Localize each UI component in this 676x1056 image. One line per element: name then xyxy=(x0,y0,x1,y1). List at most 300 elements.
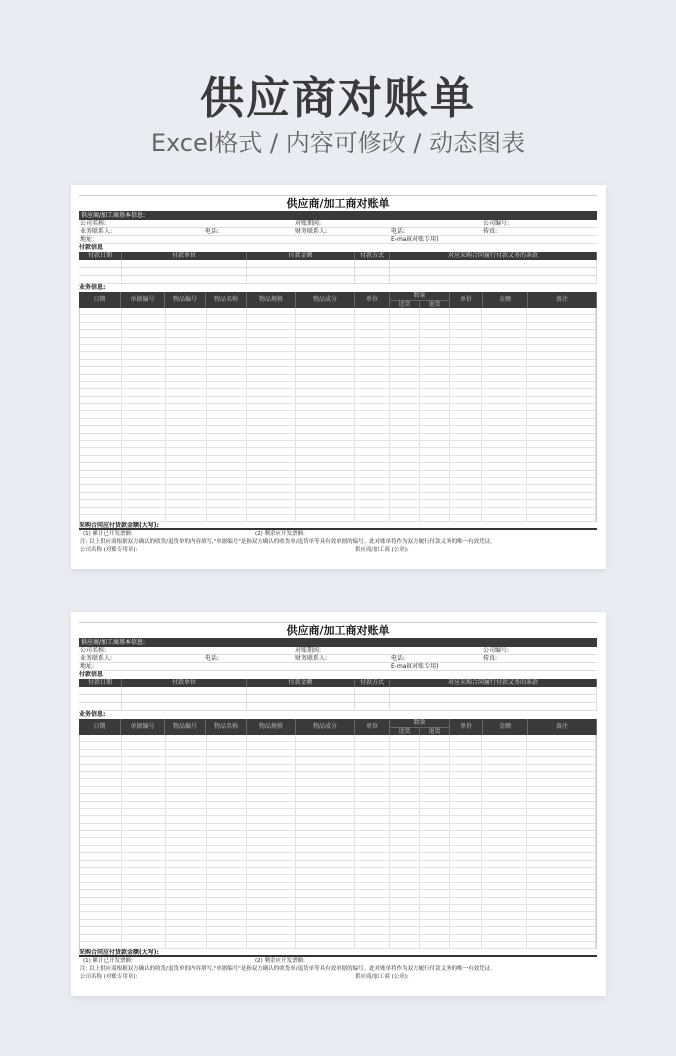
table-row xyxy=(80,750,596,757)
info-row-2 xyxy=(79,655,597,663)
table-cell xyxy=(207,485,248,491)
fax-label: 传真: xyxy=(483,655,498,662)
table-cell xyxy=(166,315,207,321)
table-cell xyxy=(450,809,483,815)
table-cell xyxy=(207,397,248,403)
table-row xyxy=(80,890,596,897)
table-cell xyxy=(296,742,355,748)
table-row xyxy=(80,367,596,374)
table-cell xyxy=(527,824,596,830)
table-cell xyxy=(247,735,296,741)
table-cell xyxy=(207,323,248,329)
table-cell xyxy=(122,905,166,911)
table-cell xyxy=(207,868,248,874)
table-cell xyxy=(420,434,450,440)
table-cell xyxy=(420,515,450,521)
business-grid xyxy=(79,308,597,522)
table-cell xyxy=(207,375,248,381)
table-cell xyxy=(80,389,122,395)
table-cell xyxy=(450,816,483,822)
table-cell xyxy=(527,411,596,417)
table-cell xyxy=(122,404,166,410)
table-cell xyxy=(482,323,527,329)
table-cell xyxy=(80,323,122,329)
table-cell xyxy=(207,330,248,336)
table-cell xyxy=(450,883,483,889)
table-cell xyxy=(122,787,166,793)
biz-col-item-comp: 物品成分 xyxy=(296,719,355,735)
table-cell xyxy=(80,338,122,344)
table-cell xyxy=(207,920,248,926)
table-cell xyxy=(355,434,390,440)
table-cell xyxy=(80,330,122,336)
table-cell xyxy=(122,485,166,491)
doc-title: 供应商/加工商对账单 xyxy=(79,195,597,211)
table-cell xyxy=(527,441,596,447)
table-cell xyxy=(390,515,420,521)
table-cell xyxy=(390,824,420,830)
table-cell xyxy=(122,411,166,417)
table-cell xyxy=(482,382,527,388)
table-cell xyxy=(296,448,355,454)
table-cell xyxy=(247,935,296,941)
table-cell xyxy=(122,772,166,778)
table-cell xyxy=(390,935,420,941)
payment-row xyxy=(79,695,597,703)
table-cell xyxy=(450,750,483,756)
table-cell xyxy=(166,352,207,358)
company-no-label: 公司编号: xyxy=(483,647,510,654)
table-cell xyxy=(296,345,355,351)
table-cell xyxy=(247,315,296,321)
table-cell xyxy=(420,382,450,388)
table-cell xyxy=(527,831,596,837)
qty-delivery: 送货 xyxy=(390,301,420,309)
table-cell xyxy=(166,456,207,462)
table-cell xyxy=(420,750,450,756)
table-cell xyxy=(166,868,207,874)
table-cell xyxy=(247,397,296,403)
table-cell xyxy=(247,330,296,336)
table-row xyxy=(80,404,596,411)
table-cell xyxy=(355,456,390,462)
table-cell xyxy=(122,493,166,499)
table-cell xyxy=(450,794,483,800)
table-cell xyxy=(390,787,420,793)
table-cell xyxy=(355,742,390,748)
table-cell xyxy=(207,883,248,889)
table-cell xyxy=(247,500,296,506)
table-cell xyxy=(355,367,390,373)
table-row xyxy=(80,419,596,426)
table-cell xyxy=(247,375,296,381)
table-cell xyxy=(390,750,420,756)
info-row-1 xyxy=(79,647,597,655)
table-cell xyxy=(166,757,207,763)
table-cell xyxy=(166,382,207,388)
table-cell xyxy=(80,779,122,785)
table-cell xyxy=(166,493,207,499)
table-cell xyxy=(122,920,166,926)
table-cell xyxy=(450,838,483,844)
table-cell xyxy=(355,330,390,336)
table-cell xyxy=(420,456,450,462)
table-cell xyxy=(207,411,248,417)
table-cell xyxy=(296,478,355,484)
biz-col-date: 日期 xyxy=(79,719,121,735)
table-cell xyxy=(355,500,390,506)
table-cell xyxy=(482,883,527,889)
table-cell xyxy=(80,846,122,852)
table-cell xyxy=(296,419,355,425)
table-cell xyxy=(390,898,420,904)
table-cell xyxy=(207,824,248,830)
table-cell xyxy=(527,375,596,381)
table-cell xyxy=(80,367,122,373)
table-cell xyxy=(166,330,207,336)
table-cell xyxy=(420,787,450,793)
table-cell xyxy=(80,920,122,926)
table-cell xyxy=(122,942,166,948)
table-cell xyxy=(527,448,596,454)
table-cell xyxy=(420,772,450,778)
table-cell xyxy=(355,824,390,830)
table-cell xyxy=(527,500,596,506)
table-cell xyxy=(390,330,420,336)
table-cell xyxy=(207,802,248,808)
table-cell xyxy=(247,419,296,425)
table-cell xyxy=(390,360,420,366)
biz-col-quantity xyxy=(390,719,450,735)
table-cell xyxy=(482,794,527,800)
table-cell xyxy=(482,419,527,425)
payment-info-label: 付款信息 xyxy=(79,671,104,678)
table-cell xyxy=(80,838,122,844)
table-cell xyxy=(247,508,296,514)
biz-col-remark: 备注 xyxy=(528,719,597,735)
table-cell xyxy=(420,853,450,859)
table-cell xyxy=(527,838,596,844)
table-cell xyxy=(80,375,122,381)
table-cell xyxy=(355,515,390,521)
table-cell xyxy=(296,456,355,462)
basic-info-bar: 供应商/加工商基本信息: xyxy=(79,638,597,647)
table-cell xyxy=(122,434,166,440)
table-cell xyxy=(527,890,596,896)
table-cell xyxy=(390,875,420,881)
table-cell xyxy=(80,824,122,830)
table-cell xyxy=(450,404,483,410)
table-cell xyxy=(122,742,166,748)
table-cell xyxy=(390,434,420,440)
table-cell xyxy=(296,861,355,867)
table-cell xyxy=(482,426,527,432)
note-text: 注: 以上供应商根据双方确认的收货/退货单的内容填写,"单据编号"是指双方确认的收货单/退货单等具有效单据的编号。此对账单将作为双方履行付款义务的唯一有效凭证。 xyxy=(80,539,496,546)
table-cell xyxy=(355,912,390,918)
table-cell xyxy=(247,441,296,447)
table-row xyxy=(80,838,596,845)
table-cell xyxy=(166,765,207,771)
biz-col-unit: 单位 xyxy=(355,292,390,308)
table-row xyxy=(80,508,596,515)
table-row xyxy=(80,345,596,352)
table-cell xyxy=(122,794,166,800)
biz-col-item-no: 物品编号 xyxy=(165,292,206,308)
table-cell xyxy=(390,905,420,911)
email-label: E-mail(对账专用) xyxy=(391,236,439,243)
table-cell xyxy=(122,912,166,918)
table-cell xyxy=(80,404,122,410)
table-cell xyxy=(207,419,248,425)
table-cell xyxy=(450,802,483,808)
table-cell xyxy=(166,485,207,491)
table-cell xyxy=(296,779,355,785)
table-cell xyxy=(450,367,483,373)
table-cell xyxy=(355,426,390,432)
table-cell xyxy=(355,315,390,321)
table-cell xyxy=(482,367,527,373)
table-cell xyxy=(390,323,420,329)
table-cell xyxy=(527,742,596,748)
table-cell xyxy=(207,905,248,911)
table-row xyxy=(80,389,596,396)
table-cell xyxy=(207,809,248,815)
table-cell xyxy=(80,500,122,506)
table-cell xyxy=(207,360,248,366)
table-cell xyxy=(390,382,420,388)
table-cell xyxy=(390,890,420,896)
table-cell xyxy=(166,772,207,778)
table-cell xyxy=(122,308,166,314)
table-cell xyxy=(390,485,420,491)
table-cell xyxy=(207,875,248,881)
biz-col-doc-no: 单据编号 xyxy=(121,719,165,735)
table-cell xyxy=(527,323,596,329)
table-cell xyxy=(247,794,296,800)
table-cell xyxy=(166,838,207,844)
table-cell xyxy=(166,927,207,933)
table-cell xyxy=(296,816,355,822)
table-cell xyxy=(390,868,420,874)
table-cell xyxy=(122,456,166,462)
remaining-invoice-label: (2) 剩余应开发票额: xyxy=(255,958,305,965)
table-cell xyxy=(355,735,390,741)
table-cell xyxy=(482,485,527,491)
table-cell xyxy=(296,735,355,741)
table-cell xyxy=(450,382,483,388)
table-cell xyxy=(247,515,296,521)
table-cell xyxy=(122,375,166,381)
table-cell xyxy=(80,765,122,771)
qty-delivery: 送货 xyxy=(390,728,420,736)
table-cell xyxy=(527,352,596,358)
table-row xyxy=(80,456,596,463)
biz-col-item-no: 物品编号 xyxy=(165,719,206,735)
table-cell xyxy=(450,485,483,491)
table-row xyxy=(80,382,596,389)
table-row xyxy=(80,485,596,492)
table-row xyxy=(80,824,596,831)
signature-row xyxy=(79,546,597,554)
table-cell xyxy=(420,809,450,815)
table-cell xyxy=(527,330,596,336)
sheet-preview-1 xyxy=(71,185,606,569)
table-cell xyxy=(296,397,355,403)
table-cell xyxy=(207,471,248,477)
table-cell xyxy=(207,448,248,454)
table-cell xyxy=(296,824,355,830)
table-cell xyxy=(390,772,420,778)
table-cell xyxy=(247,448,296,454)
table-cell xyxy=(296,330,355,336)
table-row xyxy=(80,742,596,749)
table-cell xyxy=(122,898,166,904)
table-cell xyxy=(420,478,450,484)
table-cell xyxy=(355,875,390,881)
table-cell xyxy=(122,323,166,329)
hero-title: 供应商对账单 xyxy=(200,73,476,124)
note-text: 注: 以上供应商根据双方确认的收货/退货单的内容填写,"单据编号"是指双方确认的收货单/退货单等具有效单据的编号。此对账单将作为双方履行付款义务的唯一有效凭证。 xyxy=(80,966,496,973)
table-cell xyxy=(247,411,296,417)
table-cell xyxy=(450,434,483,440)
table-cell xyxy=(355,448,390,454)
table-cell xyxy=(420,397,450,403)
table-cell xyxy=(420,875,450,881)
table-cell xyxy=(247,861,296,867)
table-cell xyxy=(482,463,527,469)
table-cell xyxy=(482,898,527,904)
table-cell xyxy=(296,935,355,941)
table-cell xyxy=(207,742,248,748)
table-cell xyxy=(420,838,450,844)
table-cell xyxy=(166,920,207,926)
table-cell xyxy=(247,838,296,844)
table-cell xyxy=(355,750,390,756)
table-cell xyxy=(482,772,527,778)
table-cell xyxy=(247,927,296,933)
table-cell xyxy=(420,367,450,373)
info-row-2 xyxy=(79,228,597,236)
table-cell xyxy=(355,898,390,904)
table-cell xyxy=(482,905,527,911)
table-cell xyxy=(527,735,596,741)
table-cell xyxy=(420,890,450,896)
payment-col-amount: 付款金额 xyxy=(247,252,355,260)
table-cell xyxy=(527,360,596,366)
table-cell xyxy=(296,912,355,918)
table-cell xyxy=(166,360,207,366)
table-cell xyxy=(527,382,596,388)
table-cell xyxy=(122,927,166,933)
table-cell xyxy=(390,471,420,477)
table-cell xyxy=(390,478,420,484)
table-cell xyxy=(247,434,296,440)
table-cell xyxy=(166,500,207,506)
table-cell xyxy=(207,816,248,822)
table-cell xyxy=(482,846,527,852)
table-cell xyxy=(482,508,527,514)
table-cell xyxy=(166,515,207,521)
table-cell xyxy=(207,352,248,358)
table-cell xyxy=(296,352,355,358)
table-cell xyxy=(527,345,596,351)
table-cell xyxy=(420,426,450,432)
table-cell xyxy=(390,308,420,314)
table-cell xyxy=(247,824,296,830)
table-cell xyxy=(296,898,355,904)
table-cell xyxy=(166,935,207,941)
table-cell xyxy=(482,735,527,741)
biz-col-item-comp: 物品成分 xyxy=(296,292,355,308)
table-cell xyxy=(482,890,527,896)
table-row xyxy=(80,471,596,478)
table-row xyxy=(80,441,596,448)
table-cell xyxy=(247,942,296,948)
table-cell xyxy=(390,757,420,763)
table-cell xyxy=(420,883,450,889)
note-row xyxy=(79,965,597,973)
table-cell xyxy=(450,463,483,469)
table-cell xyxy=(355,757,390,763)
table-cell xyxy=(122,330,166,336)
table-cell xyxy=(296,920,355,926)
table-cell xyxy=(296,360,355,366)
table-cell xyxy=(247,338,296,344)
table-cell xyxy=(296,802,355,808)
table-cell xyxy=(247,779,296,785)
table-cell xyxy=(166,905,207,911)
table-cell xyxy=(122,779,166,785)
table-cell xyxy=(390,927,420,933)
table-cell xyxy=(420,765,450,771)
table-cell xyxy=(247,875,296,881)
biz-col-amount: 金额 xyxy=(483,292,528,308)
table-cell xyxy=(207,500,248,506)
table-cell xyxy=(122,471,166,477)
table-cell xyxy=(355,905,390,911)
table-cell xyxy=(207,750,248,756)
table-cell xyxy=(166,912,207,918)
table-cell xyxy=(450,448,483,454)
table-cell xyxy=(420,846,450,852)
table-cell xyxy=(482,389,527,395)
business-header xyxy=(79,292,597,308)
table-row xyxy=(80,352,596,359)
table-cell xyxy=(527,883,596,889)
table-cell xyxy=(166,735,207,741)
table-cell xyxy=(296,426,355,432)
table-cell xyxy=(390,912,420,918)
table-row xyxy=(80,308,596,315)
table-cell xyxy=(355,338,390,344)
table-cell xyxy=(450,898,483,904)
table-cell xyxy=(420,831,450,837)
table-cell xyxy=(450,330,483,336)
table-cell xyxy=(247,471,296,477)
table-row xyxy=(80,846,596,853)
table-cell xyxy=(355,927,390,933)
table-cell xyxy=(296,757,355,763)
table-cell xyxy=(420,868,450,874)
table-cell xyxy=(420,411,450,417)
table-cell xyxy=(247,816,296,822)
table-cell xyxy=(420,500,450,506)
table-cell xyxy=(207,831,248,837)
table-cell xyxy=(296,838,355,844)
table-row xyxy=(80,463,596,470)
table-cell xyxy=(390,735,420,741)
table-cell xyxy=(80,898,122,904)
